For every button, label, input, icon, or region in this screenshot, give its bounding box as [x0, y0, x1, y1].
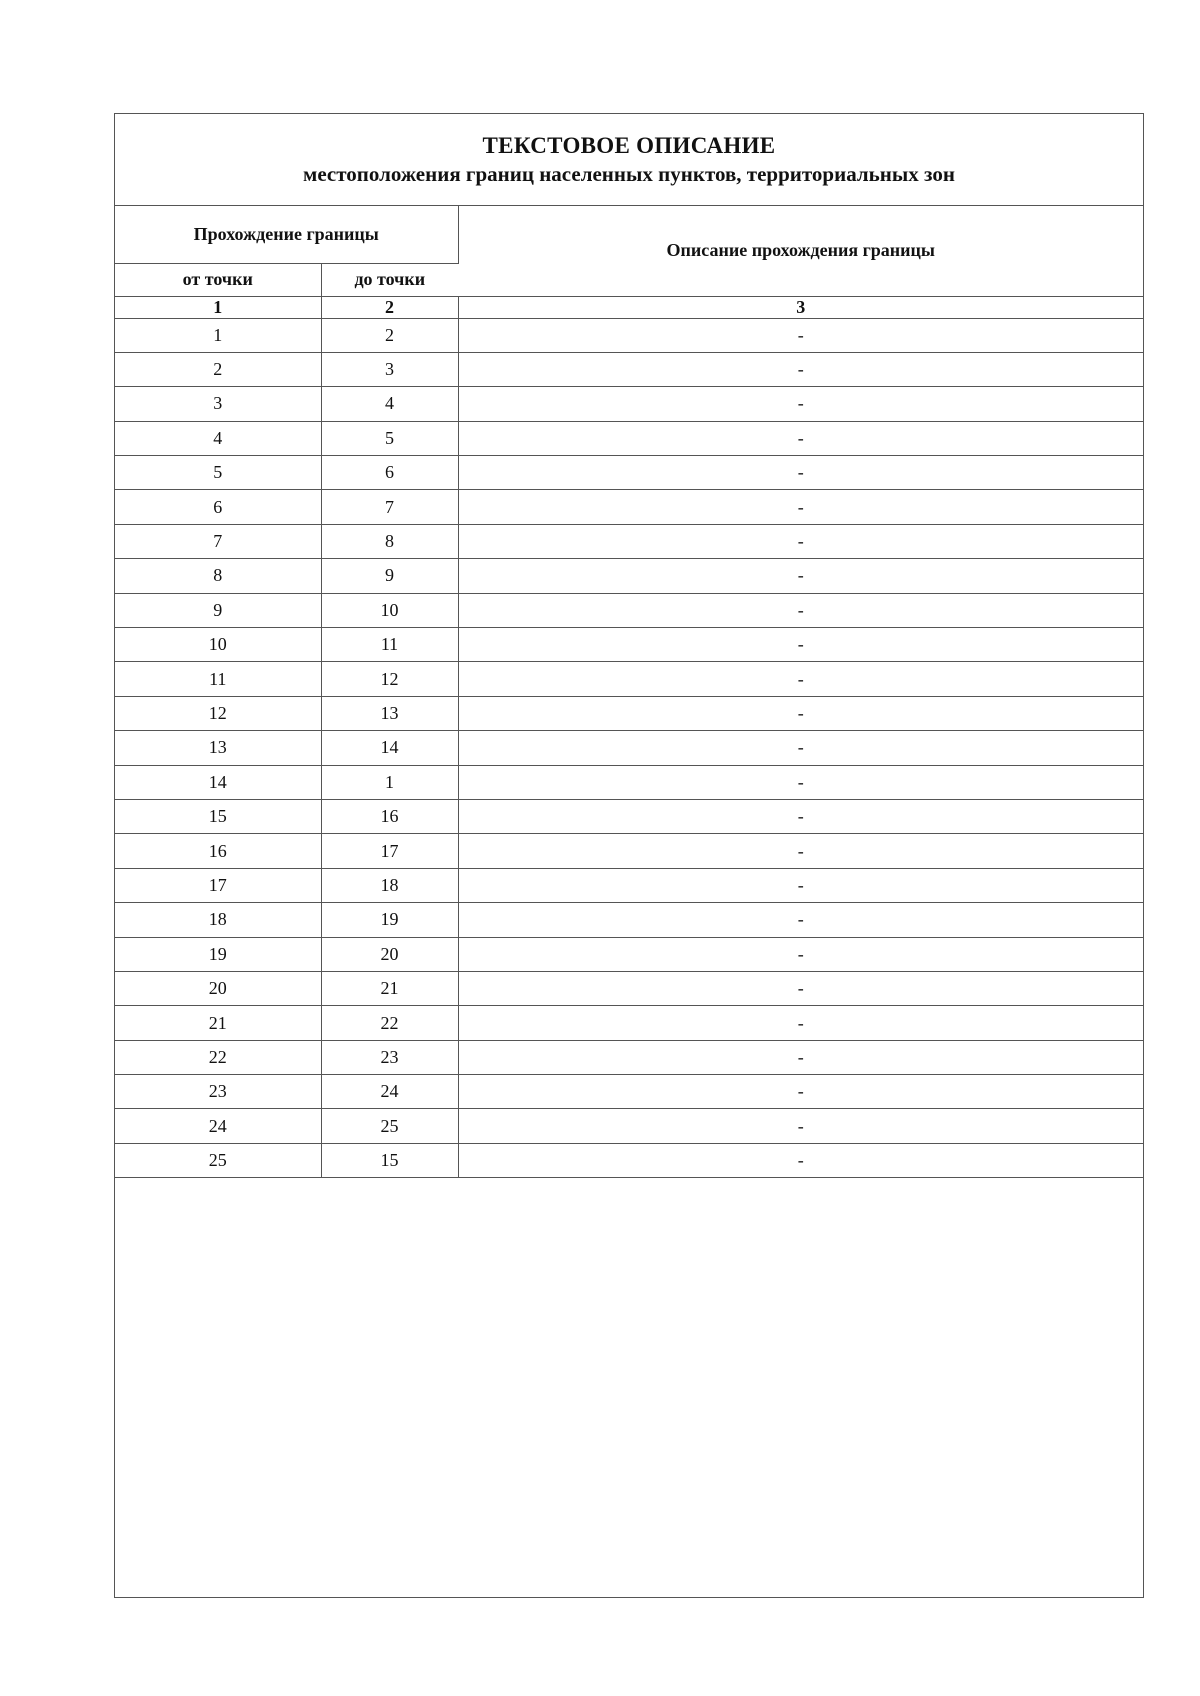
description-cell: -: [458, 318, 1143, 352]
table-row: [115, 696, 1143, 730]
description-header: Описание прохождения границы: [458, 206, 1143, 296]
to-point-cell: 12: [321, 662, 458, 696]
from-point-cell: 20: [115, 971, 321, 1005]
from-point-cell: 21: [115, 1006, 321, 1040]
to-point-cell: 15: [321, 1143, 458, 1177]
description-cell: -: [458, 1109, 1143, 1143]
table-row: [115, 1143, 1143, 1177]
table-row: [115, 971, 1143, 1005]
to-point-cell: 24: [321, 1075, 458, 1109]
table-row: [115, 318, 1143, 352]
description-cell: -: [458, 937, 1143, 971]
col-header-from-point: от точки: [115, 263, 321, 296]
from-point-cell: 11: [115, 662, 321, 696]
description-cell: -: [458, 387, 1143, 421]
to-point-cell: 3: [321, 352, 458, 386]
col-header-to-point: до точки: [321, 263, 458, 296]
to-point-cell: 1: [321, 765, 458, 799]
table-row: [115, 387, 1143, 421]
column-number: 2: [321, 296, 458, 318]
description-cell: -: [458, 421, 1143, 455]
boundary-table: [115, 206, 1143, 1178]
to-point-cell: 20: [321, 937, 458, 971]
description-cell: -: [458, 1075, 1143, 1109]
from-point-cell: 1: [115, 318, 321, 352]
to-point-cell: 17: [321, 834, 458, 868]
table-row: [115, 593, 1143, 627]
column-number-row: [115, 296, 1143, 318]
table-row: [115, 559, 1143, 593]
document-title: ТЕКСТОВОЕ ОПИСАНИЕ: [482, 133, 776, 158]
description-cell: -: [458, 696, 1143, 730]
table-row: [115, 1109, 1143, 1143]
table-row: [115, 1075, 1143, 1109]
from-point-cell: 3: [115, 387, 321, 421]
to-point-cell: 19: [321, 903, 458, 937]
table-row: [115, 524, 1143, 558]
from-point-cell: 24: [115, 1109, 321, 1143]
document-subtitle: местоположения границ населенных пунктов, территориальных зон: [303, 162, 955, 186]
description-cell: -: [458, 765, 1143, 799]
to-point-cell: 14: [321, 731, 458, 765]
from-point-cell: 4: [115, 421, 321, 455]
description-cell: -: [458, 559, 1143, 593]
to-point-cell: 4: [321, 387, 458, 421]
table-row: [115, 937, 1143, 971]
from-point-cell: 9: [115, 593, 321, 627]
from-point-cell: 14: [115, 765, 321, 799]
table-row: [115, 834, 1143, 868]
table-row: [115, 731, 1143, 765]
group-header-boundary-pass: Прохождение границы: [115, 206, 458, 263]
to-point-cell: 23: [321, 1040, 458, 1074]
from-point-cell: 22: [115, 1040, 321, 1074]
from-point-cell: 6: [115, 490, 321, 524]
description-cell: -: [458, 731, 1143, 765]
description-cell: -: [458, 1006, 1143, 1040]
from-point-cell: 17: [115, 868, 321, 902]
from-point-cell: 10: [115, 628, 321, 662]
column-number: 3: [458, 296, 1143, 318]
description-cell: -: [458, 868, 1143, 902]
description-cell: -: [458, 971, 1143, 1005]
document-header: [115, 114, 1143, 206]
table-header-row: [115, 206, 1143, 263]
to-point-cell: 2: [321, 318, 458, 352]
from-point-cell: 8: [115, 559, 321, 593]
description-cell: -: [458, 662, 1143, 696]
document-frame: [114, 113, 1144, 1598]
description-cell: -: [458, 456, 1143, 490]
table-row: [115, 868, 1143, 902]
table-row: [115, 903, 1143, 937]
from-point-cell: 7: [115, 524, 321, 558]
to-point-cell: 25: [321, 1109, 458, 1143]
from-point-cell: 19: [115, 937, 321, 971]
from-point-cell: 13: [115, 731, 321, 765]
to-point-cell: 18: [321, 868, 458, 902]
from-point-cell: 2: [115, 352, 321, 386]
description-cell: -: [458, 1040, 1143, 1074]
to-point-cell: 9: [321, 559, 458, 593]
table-row: [115, 1006, 1143, 1040]
description-cell: -: [458, 628, 1143, 662]
column-number: 1: [115, 296, 321, 318]
description-cell: -: [458, 524, 1143, 558]
to-point-cell: 10: [321, 593, 458, 627]
from-point-cell: 15: [115, 799, 321, 833]
to-point-cell: 11: [321, 628, 458, 662]
table-row: [115, 628, 1143, 662]
to-point-cell: 21: [321, 971, 458, 1005]
table-row: [115, 799, 1143, 833]
description-cell: -: [458, 799, 1143, 833]
description-cell: -: [458, 834, 1143, 868]
table-row: [115, 765, 1143, 799]
from-point-cell: 12: [115, 696, 321, 730]
from-point-cell: 25: [115, 1143, 321, 1177]
from-point-cell: 18: [115, 903, 321, 937]
description-cell: -: [458, 1143, 1143, 1177]
table-row: [115, 352, 1143, 386]
description-cell: -: [458, 593, 1143, 627]
to-point-cell: 5: [321, 421, 458, 455]
to-point-cell: 6: [321, 456, 458, 490]
description-cell: -: [458, 352, 1143, 386]
description-cell: -: [458, 903, 1143, 937]
from-point-cell: 16: [115, 834, 321, 868]
to-point-cell: 8: [321, 524, 458, 558]
table-row: [115, 662, 1143, 696]
to-point-cell: 13: [321, 696, 458, 730]
table-row: [115, 421, 1143, 455]
from-point-cell: 5: [115, 456, 321, 490]
from-point-cell: 23: [115, 1075, 321, 1109]
table-row: [115, 1040, 1143, 1074]
table-row: [115, 490, 1143, 524]
table-row: [115, 456, 1143, 490]
description-cell: -: [458, 490, 1143, 524]
to-point-cell: 16: [321, 799, 458, 833]
to-point-cell: 7: [321, 490, 458, 524]
to-point-cell: 22: [321, 1006, 458, 1040]
